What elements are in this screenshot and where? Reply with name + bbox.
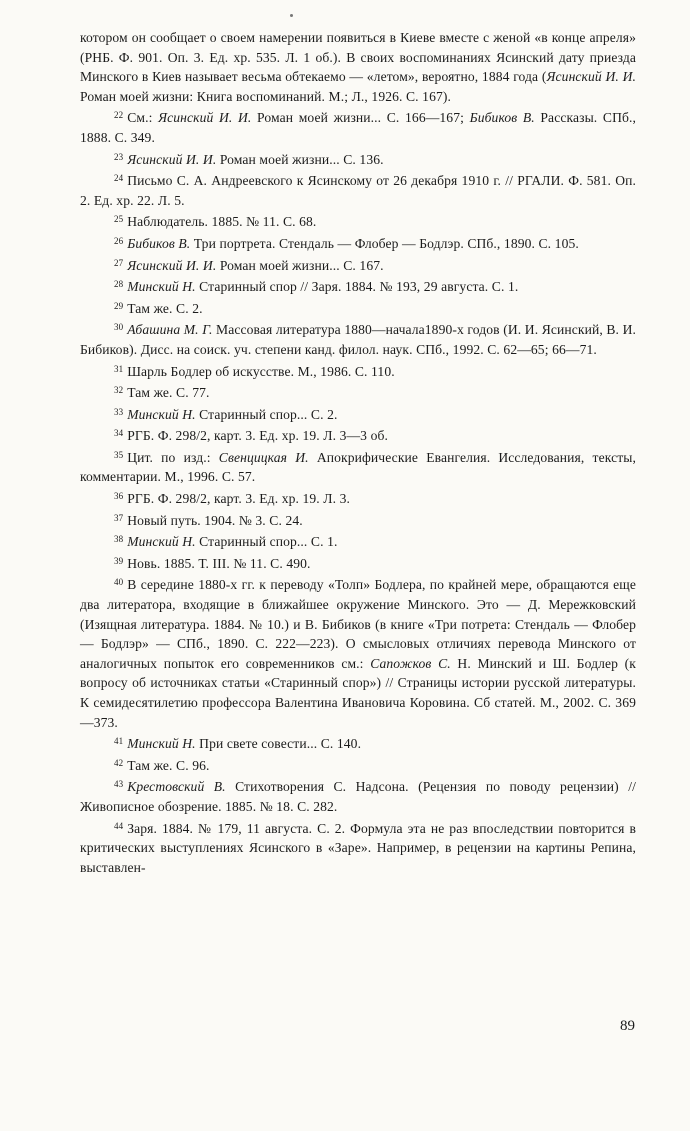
footnote-text: Там же. С. 2. bbox=[127, 300, 203, 316]
footnote-number: 37 bbox=[114, 512, 124, 523]
footnote-text: Роман моей жизни... С. 167. bbox=[216, 257, 384, 273]
footnote-39 bbox=[80, 552, 636, 574]
footnote-text: Старинный спор... С. 1. bbox=[195, 534, 338, 550]
footnote-text: Там же. С. 77. bbox=[127, 385, 210, 401]
footnote-number: 28 bbox=[114, 279, 124, 290]
footnote-author: Ясинский И. И. bbox=[127, 151, 217, 167]
footnote-number: 24 bbox=[114, 173, 124, 184]
footnote-text: Н. Минский и Ш. Бодлер (к вопросу об источниках статьи «Старинный спор») // Страницы истории русской литературы. К семидесятилетию профессора Валентина Ивановича Коровина. Сб статей. М., 2002. С. 369—373. bbox=[80, 655, 636, 730]
footnote-41 bbox=[80, 732, 636, 754]
footnote-number: 27 bbox=[114, 257, 124, 268]
footnotes-column bbox=[80, 28, 636, 877]
footnote-29 bbox=[80, 297, 636, 319]
footnote-author: Бибиков В. bbox=[127, 235, 191, 251]
footnote-number: 22 bbox=[114, 110, 124, 121]
footnote-text: Роман моей жизни... С. 136. bbox=[216, 151, 384, 167]
footnote-number: 30 bbox=[114, 322, 124, 333]
footnote-number: 31 bbox=[114, 363, 124, 374]
footnote-text: Рассказы. СПб., 1888. С. 349. bbox=[80, 110, 636, 145]
footnote-32 bbox=[80, 381, 636, 403]
footnote-number: 34 bbox=[114, 428, 124, 439]
footnote-35 bbox=[80, 446, 636, 487]
footnote-number: 39 bbox=[114, 555, 124, 566]
footnote-26 bbox=[80, 232, 636, 254]
footnote-42 bbox=[80, 754, 636, 776]
continued-text-end: Роман моей жизни: Книга воспоминаний. М.; Л., 1926. С. 167). bbox=[80, 88, 451, 104]
footnote-38 bbox=[80, 530, 636, 552]
footnote-44 bbox=[80, 817, 636, 878]
footnote-author: Крестовский В. bbox=[127, 779, 226, 795]
footnote-text: Новь. 1885. Т. III. № 11. С. 490. bbox=[127, 555, 311, 571]
footnote-37 bbox=[80, 509, 636, 531]
footnote-text: Там же. С. 96. bbox=[127, 757, 210, 773]
footnote-list bbox=[80, 106, 636, 877]
footnote-22 bbox=[80, 106, 636, 147]
continued-text: котором он сообщает о своем намерении появиться в Киеве вместе с женой «в конце апреля» (РНБ. Ф. 901. Оп. 3. Ед. хр. 535. Л. 1 об.). В своих воспоминаниях Ясинский дату приезда Минского в Киев называет весьма обтекаемо — «летом», вероятно, 1884 года ( bbox=[80, 30, 636, 85]
footnote-25 bbox=[80, 210, 636, 232]
footnote-31 bbox=[80, 360, 636, 382]
footnote-34 bbox=[80, 424, 636, 446]
footnote-number: 29 bbox=[114, 300, 124, 311]
footnote-33 bbox=[80, 403, 636, 425]
footnote-text: РГБ. Ф. 298/2, карт. 3. Ед. хр. 19. Л. 3. bbox=[127, 491, 350, 507]
page-number: 89 bbox=[620, 1018, 635, 1034]
footnote-24 bbox=[80, 169, 636, 210]
footnote-text: Наблюдатель. 1885. № 11. С. 68. bbox=[127, 214, 317, 230]
footnote-30 bbox=[80, 318, 636, 359]
footnote-text: Письмо С. А. Андреевского к Ясинскому от 26 декабря 1910 г. // РГАЛИ. Ф. 581. Оп. 2. Ед. хр. 22. Л. 5. bbox=[80, 173, 636, 208]
continued-note bbox=[80, 28, 636, 106]
footnote-43 bbox=[80, 775, 636, 816]
footnote-number: 36 bbox=[114, 491, 124, 502]
footnote-text: Апокрифические Евангелия. Исследования, тексты, комментарии. М., 1996. С. 57. bbox=[80, 449, 636, 485]
footnote-number: 38 bbox=[114, 534, 124, 545]
footnote-36 bbox=[80, 487, 636, 509]
footnote-number: 33 bbox=[114, 406, 124, 417]
footnote-author: Ясинский И. И. bbox=[158, 110, 252, 126]
footnote-28 bbox=[80, 275, 636, 297]
footnote-text: Цит. по изд.: bbox=[127, 449, 219, 465]
footnote-text: Старинный спор... С. 2. bbox=[195, 406, 338, 422]
footnote-text: Заря. 1884. № 179, 11 августа. С. 2. Формула эта не раз впоследствии повторится в критических выступлениях Ясинского в «Заре». Например, в рецензии на картины Репина, выставлен- bbox=[80, 820, 636, 875]
footnote-author: Минский Н. bbox=[127, 279, 196, 295]
footnote-number: 32 bbox=[114, 385, 124, 396]
footnote-number: 44 bbox=[114, 820, 124, 831]
footnote-text: Старинный спор // Заря. 1884. № 193, 29 августа. С. 1. bbox=[195, 279, 519, 295]
footnote-text: Роман моей жизни... С. 166—167; bbox=[251, 110, 470, 126]
footnote-author: Минский Н. bbox=[127, 736, 196, 752]
footnote-number: 35 bbox=[114, 449, 124, 460]
footnote-author: Свенцицкая И. bbox=[218, 449, 309, 465]
footnote-number: 43 bbox=[114, 779, 124, 790]
footnote-number: 26 bbox=[114, 235, 124, 246]
footnote-number: 40 bbox=[114, 577, 124, 588]
footnote-number: 42 bbox=[114, 757, 124, 768]
footnote-author: Минский Н. bbox=[127, 406, 196, 422]
footnote-27 bbox=[80, 254, 636, 276]
footnote-author: Бибиков В. bbox=[469, 110, 535, 126]
footnote-text: См.: bbox=[127, 110, 159, 126]
footnote-number: 23 bbox=[114, 151, 124, 162]
footnote-text: Новый путь. 1904. № 3. С. 24. bbox=[127, 512, 303, 528]
footnote-author: Сапожков С. bbox=[370, 655, 451, 671]
footnote-text: Массовая литература 1880—начала1890-х годов (И. И. Ясинский, В. И. Бибиков). Дисс. на соиск. уч. степени канд. филол. наук. СПб., 1992. С. 62—65; 66—71. bbox=[80, 322, 636, 357]
footnote-author: Минский Н. bbox=[127, 534, 196, 550]
continued-author: Ясинский И. И. bbox=[546, 69, 636, 85]
footnote-text: При свете совести... С. 140. bbox=[195, 736, 362, 752]
footnote-text: Три портрета. Стендаль — Флобер — Бодлэр. СПб., 1890. С. 105. bbox=[190, 235, 579, 251]
footnote-23 bbox=[80, 148, 636, 170]
footnote-40 bbox=[80, 573, 636, 732]
footnote-author: Ясинский И. И. bbox=[127, 257, 217, 273]
footnote-text: В середине 1880-х гг. к переводу «Толп» Бодлера, по крайней мере, обращаются еще два литератора, входящие в ближайшее окружение Минского. Это — Д. Мережковский (Изящная литература. 1884. № 10.) и В. Бибиков (в книге «Три потрета: Стендаль — Флобер — Бодлэр» — СПб., 1890. С. 222—223). О смысловых отличиях перевода Минского от аналогичных попыток его современников см.: bbox=[80, 577, 636, 671]
footnote-text: Стихотворения С. Надсона. (Рецензия по поводу рецензии) // Живописное обозрение. 1885. № 18. С. 282. bbox=[80, 779, 636, 814]
ink-dot bbox=[290, 14, 293, 17]
footnote-author: Абашина М. Г. bbox=[127, 322, 213, 338]
footnote-text: РГБ. Ф. 298/2, карт. 3. Ед. хр. 19. Л. 3—3 об. bbox=[127, 428, 388, 444]
footnote-number: 25 bbox=[114, 214, 124, 225]
footnote-text: Шарль Бодлер об искусстве. М., 1986. С. 110. bbox=[127, 363, 395, 379]
footnote-number: 41 bbox=[114, 736, 124, 747]
